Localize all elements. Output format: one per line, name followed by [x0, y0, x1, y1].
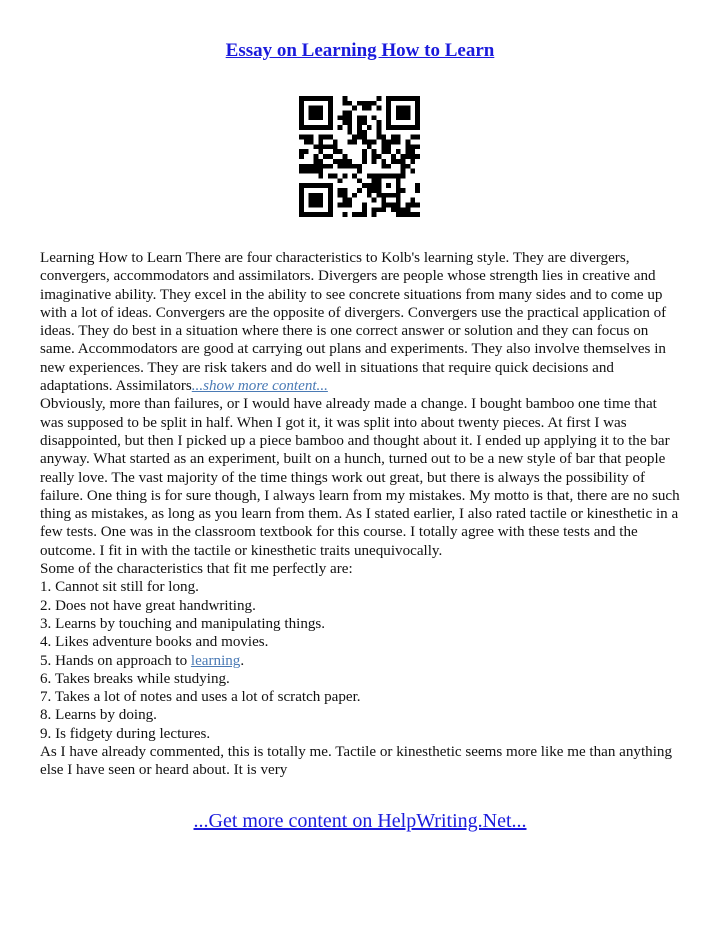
list-item: 3. Learns by touching and manipulating things. — [40, 615, 326, 632]
learning-link[interactable]: learning — [190, 652, 241, 669]
list-item: 1. Cannot sit still for long. — [40, 579, 199, 596]
characteristics-list — [40, 578, 684, 743]
essay-paragraph-2: Obviously, more than failures, or I would have already made a change. I bought bamboo one time that was supposed to be split in half. When I got it, it was split into about twenty pieces. At first I was disappointed, but then I picked up a piece bamboo and thought about it. I ended up applying it to the bar anyway. What started as an experiment, built on a hunch, turned out to be a new style of bar that people really love. The vast majority of the time things work out great, but there is always the possibility of failure. One thing is for sure though, I always learn from my mistakes. My motto is that, there are no such thing as mistakes, as long as you learn from them. As I stated earlier, I also rated tactile or kinesthetic in a few tests. One was in the classroom textbook for this course. I totally agree with these tests and the outcome. I fit in with the tactile or kinesthetic traits unequivocally. — [40, 396, 680, 559]
list-item: 9. Is fidgety during lectures. — [40, 725, 211, 742]
list-item: 8. Learns by doing. — [40, 707, 157, 724]
list-item-text: 5. Hands on approach to — [40, 652, 191, 669]
essay-paragraph-1-text: Learning How to Learn There are four characteristics to Kolb's learning style. They are divergers, convergers, accommodators and assimilators. Divergers are people whose strength lies in creative and imaginative ability. They excel in the ability to see concrete situations from many sides and to come up with a lot of ideas. Convergers are the opposite of divergers. Convergers use the practical application of ideas. They do best in a situation where there is one correct answer or solution and they can focus on same. Accommodators are good at carrying out plans and experiments. They also involve themselves in new experiences. They are risk takers and do well in situations that require quick decisions and adaptations. Assimilators — [40, 250, 667, 395]
list-item: 2. Does not have great handwriting. — [40, 597, 256, 614]
qr-code-icon — [299, 96, 420, 217]
list-item: 7. Takes a lot of notes and uses a lot of scratch paper. — [40, 689, 361, 706]
show-more-link[interactable]: ...show more content... — [191, 378, 328, 395]
closing-paragraph: As I have already commented, this is totally me. Tactile or kinesthetic seems more like me than anything else I have seen or heard about. It is very — [40, 744, 673, 779]
essay-body — [40, 249, 684, 780]
title-link[interactable]: Essay on Learning How to Learn — [225, 40, 495, 61]
more-content-link[interactable]: ...Get more content on HelpWriting.Net... — [193, 810, 527, 832]
list-item: 6. Takes breaks while studying. — [40, 670, 230, 687]
list-item: 4. Likes adventure books and movies. — [40, 634, 269, 651]
list-item-end: . — [240, 652, 245, 669]
page-title — [0, 40, 720, 62]
list-intro: Some of the characteristics that fit me perfectly are: — [40, 561, 353, 578]
footer — [0, 810, 720, 833]
essay-paragraph-1 — [40, 249, 684, 395]
list-item — [40, 652, 684, 670]
